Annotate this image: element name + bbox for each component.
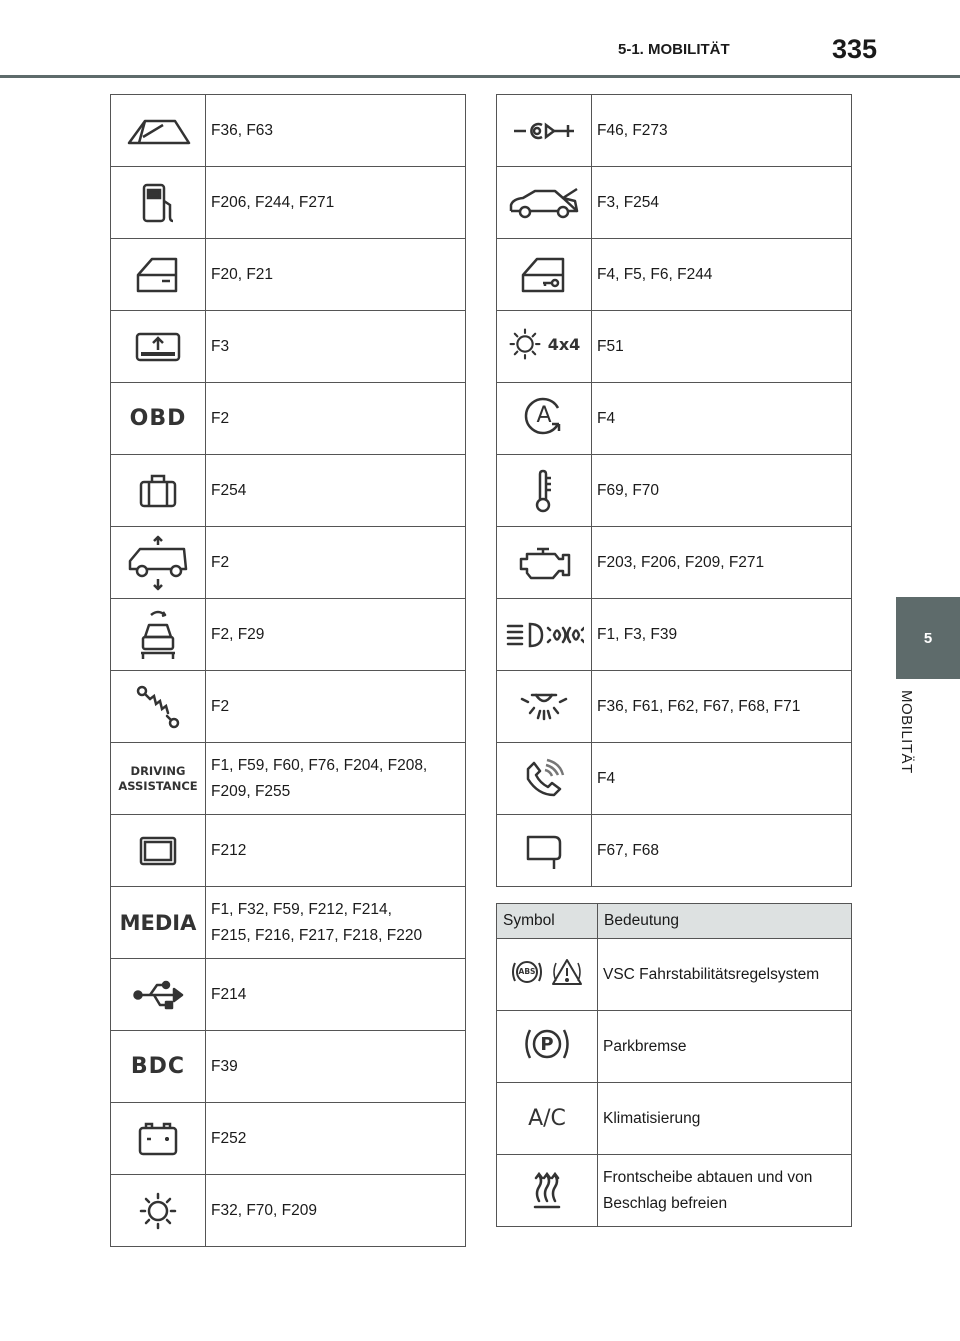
warning-triangle-icon xyxy=(550,957,584,987)
symbol-cell xyxy=(111,1031,206,1103)
chapter-tab-number: 5 xyxy=(923,630,933,647)
symbol-cell xyxy=(497,527,592,599)
symbol-cell xyxy=(111,455,206,527)
table-row xyxy=(111,959,466,1031)
symbol-cell xyxy=(111,671,206,743)
table-row xyxy=(497,1155,852,1227)
symbol-cell xyxy=(111,1175,206,1247)
ride-height-icon xyxy=(126,535,190,591)
sun-icon xyxy=(138,1191,178,1231)
fuse-list: F1, F3, F39 xyxy=(592,599,852,671)
symbol-legend-table xyxy=(496,903,852,1227)
table-row xyxy=(111,239,466,311)
fuse-list: F36, F63 xyxy=(206,95,466,167)
fuse-list: F46, F273 xyxy=(592,95,852,167)
symbol-cell xyxy=(111,527,206,599)
defrost-icon xyxy=(527,1169,567,1213)
legend-header-row xyxy=(497,904,852,939)
header-section-title: 5-1. MOBILITÄT xyxy=(618,41,730,58)
fuse-list-line-2: F209, F255 xyxy=(211,782,291,800)
symbol-cell xyxy=(497,383,592,455)
fuse-list: F2 xyxy=(206,671,466,743)
symbol-cell xyxy=(111,167,206,239)
media-icon: MEDIA xyxy=(119,910,197,935)
fuse-list: F254 xyxy=(206,455,466,527)
fuse-table-left xyxy=(110,94,466,1247)
table-row xyxy=(111,95,466,167)
symbol-cell xyxy=(497,1011,598,1083)
driving-assistance-label-2: ASSISTANCE xyxy=(118,778,198,793)
table-row xyxy=(497,455,852,527)
table-row xyxy=(497,95,852,167)
abs-label: ABS xyxy=(518,967,536,976)
table-row xyxy=(497,1011,852,1083)
table-row xyxy=(111,167,466,239)
table-row xyxy=(497,939,852,1011)
symbol-cell xyxy=(111,239,206,311)
table-row xyxy=(111,311,466,383)
table-row xyxy=(497,383,852,455)
table-row xyxy=(111,1175,466,1247)
fuse-list: F51 xyxy=(592,311,852,383)
fuse-list: F3, F254 xyxy=(592,167,852,239)
fuse-list: F214 xyxy=(206,959,466,1031)
table-row xyxy=(111,671,466,743)
display-icon xyxy=(136,833,180,869)
table-row xyxy=(497,743,852,815)
symbol-cell xyxy=(111,95,206,167)
symbol-cell xyxy=(497,455,592,527)
symbol-cell xyxy=(497,815,592,887)
table-row xyxy=(111,1103,466,1175)
table-row xyxy=(111,383,466,455)
symbol-meaning: VSC Fahrstabilitätsregelsystem xyxy=(598,939,852,1011)
legend-header-symbol: Symbol xyxy=(497,904,598,939)
symbol-meaning: Klimatisierung xyxy=(598,1083,852,1155)
header-rule xyxy=(0,75,960,78)
auto-start-stop-icon xyxy=(522,394,566,438)
interior-light-icon xyxy=(516,687,572,727)
battery-icon xyxy=(135,1119,181,1159)
symbol-meaning: Parkbremse xyxy=(598,1011,852,1083)
trailer-hitch-icon xyxy=(512,117,576,145)
symbol-meaning-line-1: Frontscheibe abtauen und von xyxy=(603,1168,813,1186)
fuel-pump-icon xyxy=(138,181,178,225)
fuse-list: F2 xyxy=(206,527,466,599)
symbol-cell xyxy=(111,743,206,815)
table-row xyxy=(497,1083,852,1155)
luggage-icon xyxy=(136,471,180,511)
4x4-icon xyxy=(508,327,581,361)
fuse-list: F206, F244, F271 xyxy=(206,167,466,239)
fuse-list: F2 xyxy=(206,383,466,455)
table-row xyxy=(111,815,466,887)
parking-brake-icon xyxy=(520,1022,574,1066)
symbol-cell xyxy=(497,939,598,1011)
fuse-list: F39 xyxy=(206,1031,466,1103)
fuse-list: F32, F70, F209 xyxy=(206,1175,466,1247)
table-row xyxy=(111,599,466,671)
table-row xyxy=(497,599,852,671)
symbol-cell xyxy=(111,1103,206,1175)
vsc-icon xyxy=(510,957,584,987)
fuse-list-line-1: F1, F32, F59, F212, F214, xyxy=(211,900,392,918)
shock-absorber-icon xyxy=(134,683,182,731)
fuse-list-line-2: F215, F216, F217, F218, F220 xyxy=(211,926,423,944)
table-row xyxy=(497,671,852,743)
driving-assistance-icon xyxy=(111,764,205,794)
chapter-label-wrap xyxy=(898,690,932,800)
table-row xyxy=(111,1031,466,1103)
fuse-list: F67, F68 xyxy=(592,815,852,887)
table-row xyxy=(111,887,466,959)
sunshade-icon xyxy=(131,328,185,366)
engine-icon xyxy=(515,543,573,583)
chapter-label: MOBILITÄT xyxy=(898,690,915,774)
abs-icon xyxy=(510,957,544,987)
symbol-cell xyxy=(497,95,592,167)
fuse-list: F203, F206, F209, F271 xyxy=(592,527,852,599)
symbol-cell xyxy=(111,311,206,383)
fuse-list: F3 xyxy=(206,311,466,383)
symbol-cell xyxy=(497,1083,598,1155)
phone-icon xyxy=(520,755,568,803)
fuse-list: F2, F29 xyxy=(206,599,466,671)
convertible-top-icon xyxy=(123,111,193,151)
symbol-cell xyxy=(111,815,206,887)
thermometer-icon xyxy=(529,468,559,514)
table-row xyxy=(497,527,852,599)
symbol-cell xyxy=(497,311,592,383)
table-row xyxy=(111,527,466,599)
table-row xyxy=(111,743,466,815)
table-row xyxy=(497,311,852,383)
symbol-cell xyxy=(497,239,592,311)
door-lock-icon xyxy=(517,253,571,297)
page-number: 335 xyxy=(832,34,878,64)
symbol-cell xyxy=(111,887,206,959)
fuse-list: F4, F5, F6, F244 xyxy=(592,239,852,311)
usb-icon xyxy=(130,975,186,1015)
bdc-icon: BDC xyxy=(130,1054,186,1079)
fuse-list: F252 xyxy=(206,1103,466,1175)
symbol-cell xyxy=(111,959,206,1031)
symbol-cell xyxy=(497,743,592,815)
fuse-list: F20, F21 xyxy=(206,239,466,311)
symbol-cell xyxy=(497,599,592,671)
auto-start-stop-label: A xyxy=(536,403,552,428)
fuse-list-line-1: F1, F59, F60, F76, F204, F208, xyxy=(211,756,428,774)
parking-brake-label: P xyxy=(540,1034,554,1055)
fuse-table-right xyxy=(496,94,852,887)
table-row xyxy=(111,455,466,527)
fuse-list xyxy=(206,887,466,959)
symbol-meaning-line-2: Beschlag befreien xyxy=(603,1194,728,1212)
symbol-cell xyxy=(497,167,592,239)
door-icon xyxy=(132,253,184,297)
symbol-cell xyxy=(111,383,206,455)
fuse-list: F4 xyxy=(592,383,852,455)
fuse-list: F212 xyxy=(206,815,466,887)
symbol-cell xyxy=(497,1155,598,1227)
fuse-list: F4 xyxy=(592,743,852,815)
symbol-cell xyxy=(111,599,206,671)
table-row xyxy=(497,167,852,239)
fuse-list: F69, F70 xyxy=(592,455,852,527)
fuse-list xyxy=(206,743,466,815)
ac-icon: A/C xyxy=(528,1106,566,1131)
car-lift-icon xyxy=(135,607,181,663)
headlight-icon xyxy=(504,618,584,652)
trunk-open-icon xyxy=(507,183,581,223)
legend-header-meaning: Bedeutung xyxy=(598,904,852,939)
table-row xyxy=(497,239,852,311)
driving-assistance-label-1: DRIVING xyxy=(130,763,186,778)
symbol-meaning xyxy=(598,1155,852,1227)
symbol-cell xyxy=(497,671,592,743)
fuse-list: F36, F61, F62, F67, F68, F71 xyxy=(592,671,852,743)
obd-icon: OBD xyxy=(129,406,187,431)
4x4-label: 4x4 xyxy=(547,334,581,354)
sun-icon xyxy=(508,327,542,361)
table-row xyxy=(497,815,852,887)
mirror-icon xyxy=(520,829,568,873)
